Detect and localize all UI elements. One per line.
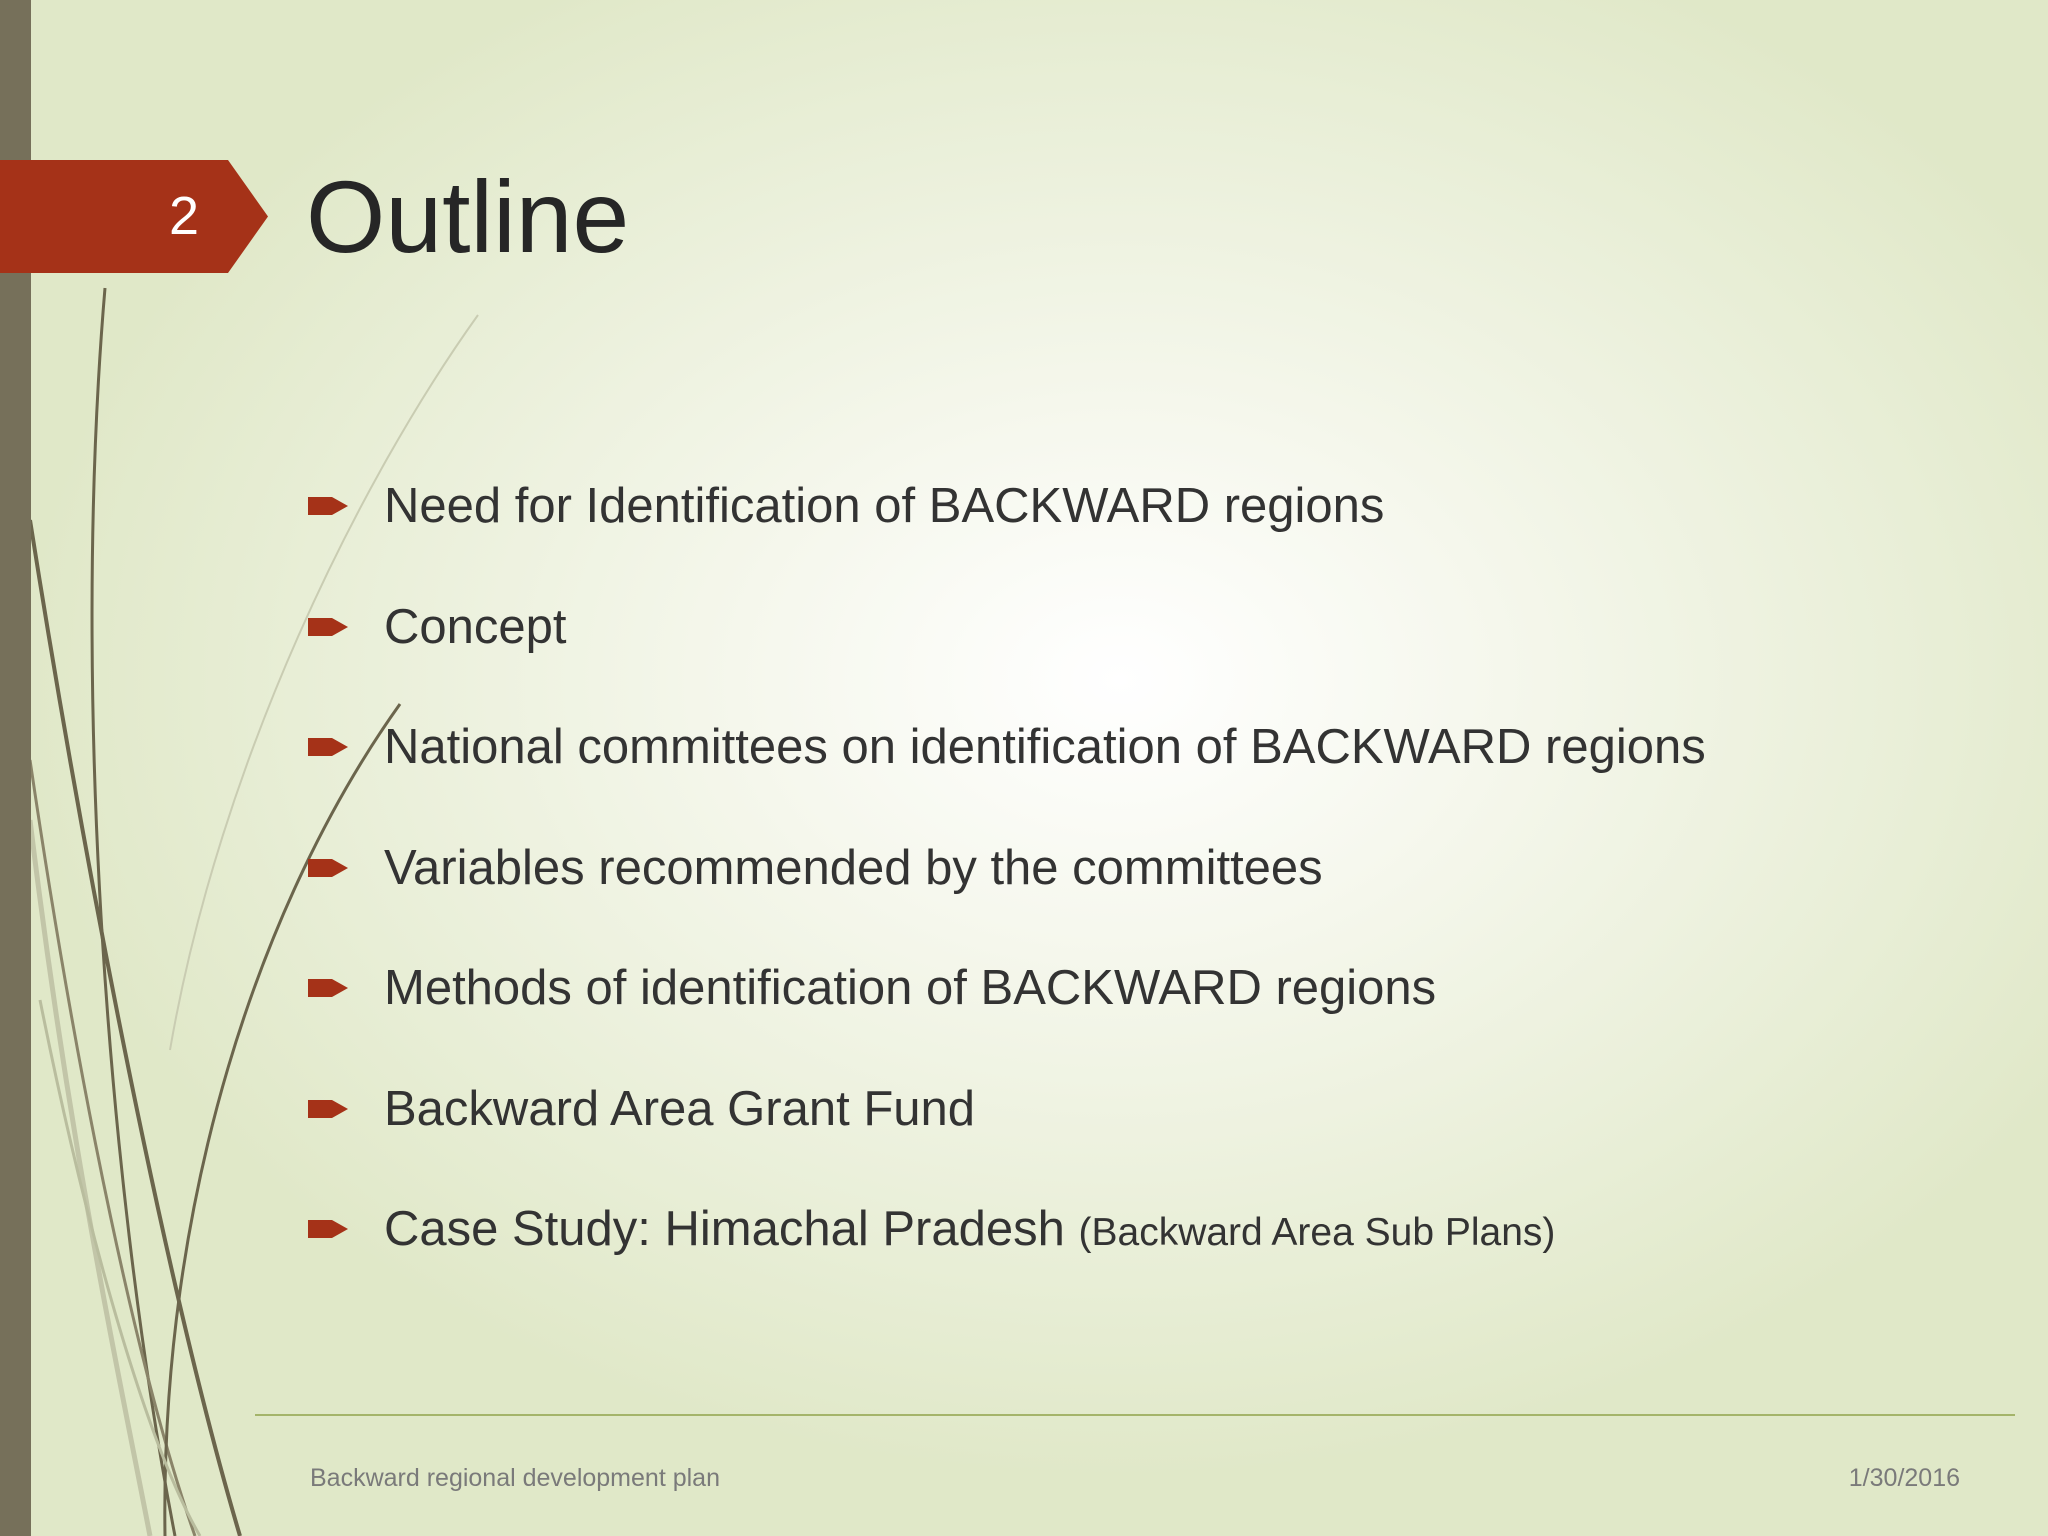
bullet-text: Methods of identification of BACKWARD regions <box>384 961 1437 1015</box>
arrow-right-icon <box>308 1217 348 1241</box>
footer-divider <box>255 1414 2015 1416</box>
arrow-right-icon <box>308 1097 348 1121</box>
arrow-right-icon <box>308 735 348 759</box>
bullet-text: Need for Identification of BACKWARD regions <box>384 479 1385 533</box>
bullet-text: Backward Area Grant Fund <box>384 1081 976 1136</box>
bullet-text: Concept <box>384 599 567 654</box>
arrow-right-icon <box>308 856 348 880</box>
arrow-right-icon <box>308 494 348 518</box>
arrow-right-icon <box>308 615 348 639</box>
footer-date: 1/30/2016 <box>1848 1464 1960 1492</box>
arrow-right-icon <box>308 976 348 1000</box>
bullet-text: Case Study: Himachal Pradesh (Backward Area Sub Plans) <box>384 1202 1556 1256</box>
bullet-text: Variables recommended by the committees <box>384 840 1323 895</box>
slide-title: Outline <box>306 160 630 274</box>
slide-number: 2 <box>168 186 200 246</box>
bullet-text: National committees on identification of BACKWARD regions <box>384 720 1706 774</box>
bullet-note: (Backward Area Sub Plans) <box>1078 1211 1556 1254</box>
footer-title: Backward regional development plan <box>310 1464 720 1492</box>
